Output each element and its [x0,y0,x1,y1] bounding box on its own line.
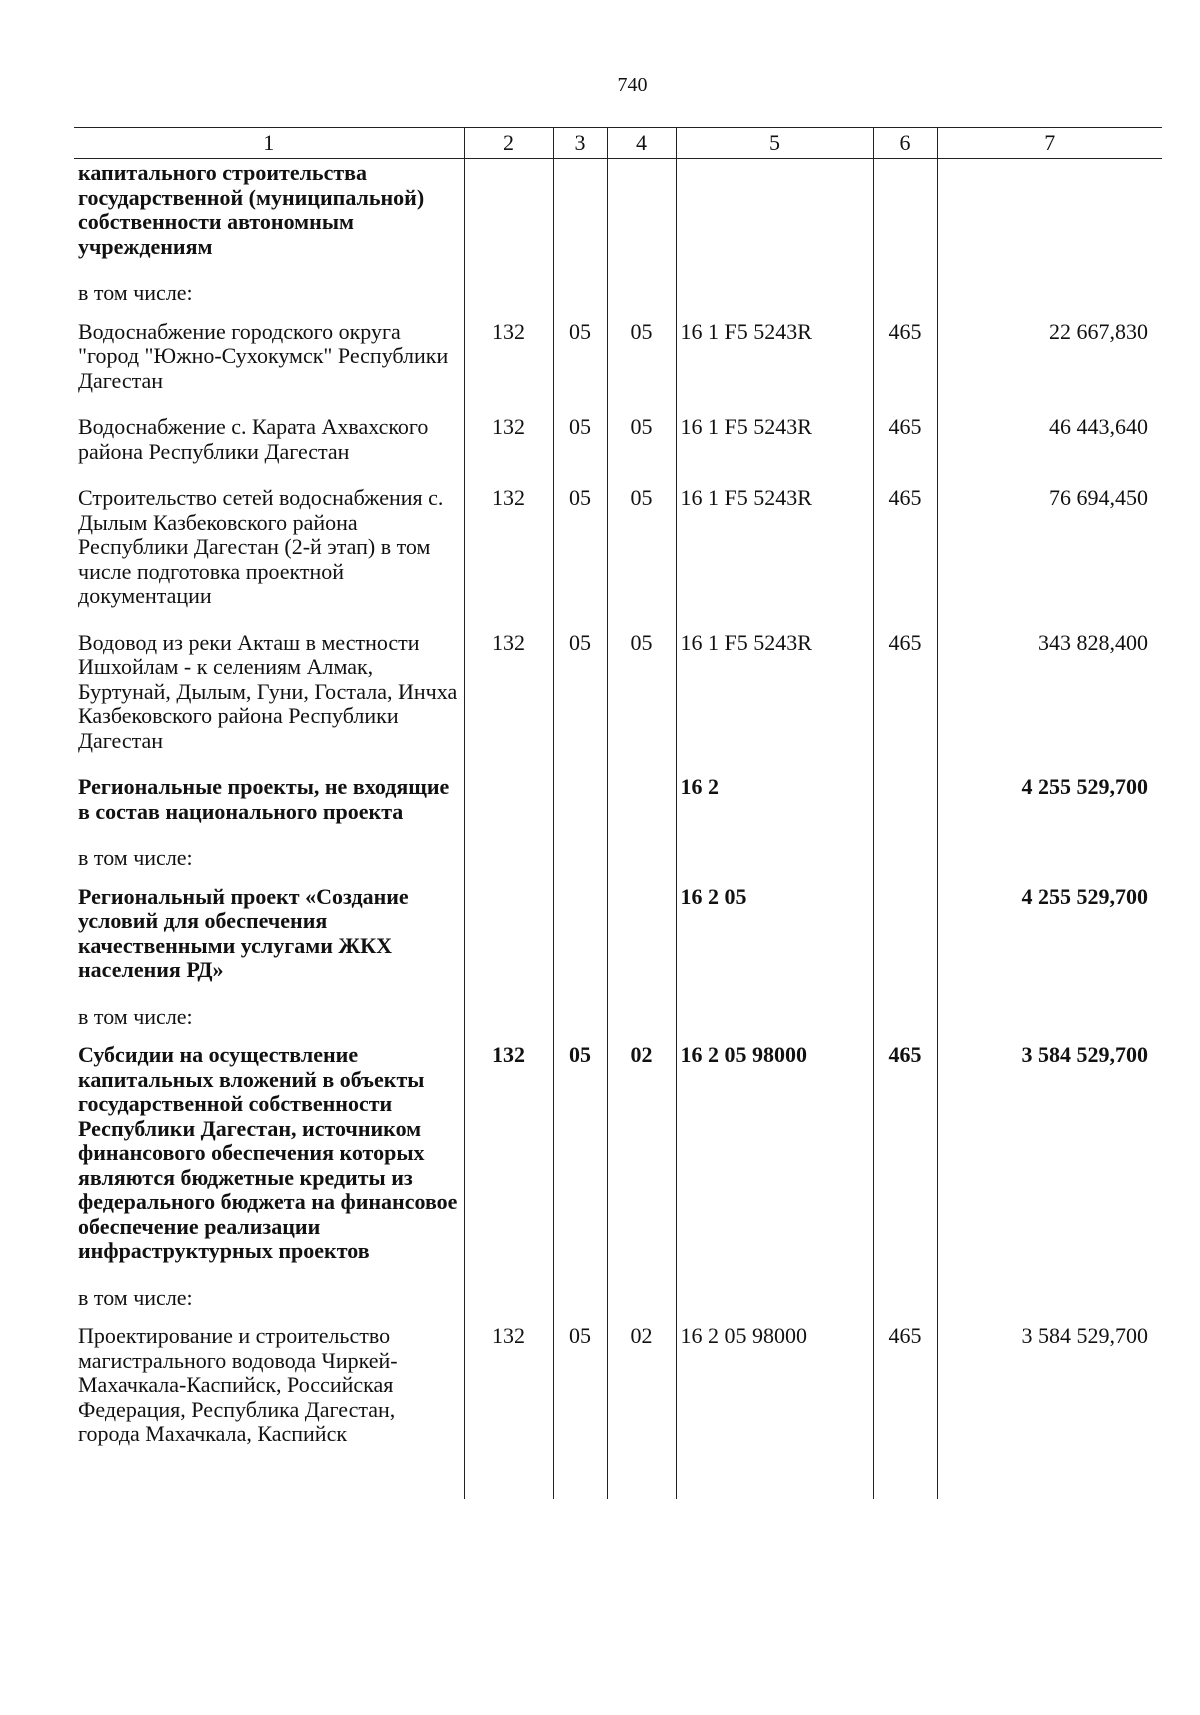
code-col-4-cell: 02 [607,1324,676,1499]
code-col-2-cell: 132 [464,320,553,416]
code-col-3-cell: 05 [553,486,607,631]
column-header-6: 6 [873,128,937,159]
amount-cell: 4 255 529,700 [937,885,1162,1005]
code-col-2-cell [464,846,553,885]
code-col-4-cell [607,1005,676,1044]
column-header-3: 3 [553,128,607,159]
budget-table-container [74,127,1162,1499]
code-col-2-cell [464,159,553,282]
code-col-2-cell [464,1286,553,1325]
code-col-5-cell: 16 2 05 [676,885,873,1005]
table-row [74,631,1162,776]
item-name-cell: Проектирование и строительство магистрального водовода Чиркей-Махачкала-Каспийск, Российская Федерация, Республика Дагестан, города Махачкала, Каспийск [78,1323,398,1446]
header-row [74,128,1162,159]
table-row [74,1286,1162,1325]
item-name-cell: Водоснабжение городского округа "город "Южно-Сухокумск" Республики Дагестан [78,318,449,393]
code-col-6-cell [873,775,937,846]
code-col-2-cell [464,281,553,320]
code-col-4-cell: 02 [607,1043,676,1286]
code-col-5-cell: 16 1 F5 5243R [676,415,873,486]
table-row [74,320,1162,416]
code-col-5-cell: 16 1 F5 5243R [676,631,873,776]
amount-cell [937,1286,1162,1325]
code-col-3-cell: 05 [553,1324,607,1499]
table-row [74,1043,1162,1286]
code-col-4-cell [607,885,676,1005]
item-name-cell: в том числе: [78,845,193,870]
table-row [74,885,1162,1005]
table-row [74,775,1162,846]
amount-cell: 46 443,640 [937,415,1162,486]
code-col-3-cell [553,846,607,885]
code-col-5-cell [676,159,873,282]
code-col-4-cell [607,775,676,846]
code-col-2-cell [464,775,553,846]
code-col-4-cell: 05 [607,631,676,776]
code-col-6-cell [873,159,937,282]
code-col-6-cell [873,885,937,1005]
column-header-1: 1 [74,128,464,159]
item-name-cell: Строительство сетей водоснабжения с. Дылым Казбековского района Республики Дагестан (2-й этап) в том числе подготовка проектной документации [78,485,444,608]
code-col-2-cell: 132 [464,631,553,776]
code-col-5-cell: 16 2 05 98000 [676,1324,873,1499]
item-name-cell: Субсидии на осуществление капитальных вложений в объекты государственной собственности Республики Дагестан, источником финансового обеспечения которых являются бюджетные кредиты из федерального бюджета на финансовое обеспечение реализации инфраструктурных проектов [78,1042,458,1263]
item-name-cell: Водовод из реки Акташ в местности Ишхойлам - к селениям Алмак, Буртунай, Дылым, Гуни, Гостала, Инчха Казбековского района Республики Дагестан [78,629,458,753]
code-col-4-cell: 05 [607,415,676,486]
code-col-6-cell: 465 [873,415,937,486]
table-row [74,159,1162,282]
item-name-cell: Водоснабжение с. Карата Ахвахского района Республики Дагестан [78,414,429,464]
code-col-2-cell: 132 [464,486,553,631]
table-row [74,486,1162,631]
table-body [74,159,1162,1499]
amount-cell: 22 667,830 [937,320,1162,416]
code-col-4-cell [607,846,676,885]
code-col-6-cell: 465 [873,320,937,416]
code-col-3-cell: 05 [553,415,607,486]
code-col-4-cell: 05 [607,320,676,416]
code-col-2-cell: 132 [464,1324,553,1499]
item-name-cell: в том числе: [78,280,193,305]
item-name-cell: Региональные проекты, не входящие в состав национального проекта [78,774,450,824]
code-col-3-cell: 05 [553,1043,607,1286]
amount-cell: 3 584 529,700 [937,1324,1162,1499]
code-col-2-cell [464,1005,553,1044]
column-header-5: 5 [676,128,873,159]
code-col-4-cell [607,1286,676,1325]
code-col-3-cell: 05 [553,631,607,776]
amount-cell: 3 584 529,700 [937,1043,1162,1286]
code-col-2-cell: 132 [464,415,553,486]
table-row [74,1005,1162,1044]
item-name-cell: в том числе: [78,1284,193,1310]
code-col-3-cell [553,885,607,1005]
code-col-6-cell: 465 [873,631,937,776]
code-col-3-cell [553,281,607,320]
amount-cell [937,159,1162,282]
table-row [74,846,1162,885]
code-col-3-cell [553,775,607,846]
amount-cell: 76 694,450 [937,486,1162,631]
code-col-2-cell: 132 [464,1043,553,1286]
code-col-5-cell [676,1286,873,1325]
code-col-4-cell [607,159,676,282]
code-col-6-cell [873,1286,937,1325]
code-col-4-cell [607,281,676,320]
code-col-5-cell [676,1005,873,1044]
table-row [74,1324,1162,1499]
code-col-5-cell: 16 1 F5 5243R [676,320,873,416]
code-col-6-cell: 465 [873,1043,937,1286]
code-col-2-cell [464,885,553,1005]
column-header-7: 7 [937,128,1162,159]
code-col-6-cell [873,1005,937,1044]
table-row [74,281,1162,320]
item-name-cell: в том числе: [78,1003,193,1029]
code-col-5-cell [676,846,873,885]
amount-cell: 343 828,400 [937,631,1162,776]
code-col-5-cell: 16 2 05 98000 [676,1043,873,1286]
code-col-5-cell: 16 2 [676,775,873,846]
code-col-5-cell [676,281,873,320]
amount-cell: 4 255 529,700 [937,775,1162,846]
code-col-3-cell: 05 [553,320,607,416]
code-col-6-cell: 465 [873,1324,937,1499]
item-name-cell: капитального строительства государственной (муниципальной) собственности автономным учреждениям [78,160,425,259]
amount-cell [937,281,1162,320]
code-col-3-cell [553,1005,607,1044]
code-col-6-cell [873,846,937,885]
item-name-cell: Региональный проект «Создание условий для обеспечения качественными услугами ЖКХ населения РД» [78,883,409,982]
amount-cell [937,1005,1162,1044]
code-col-3-cell [553,1286,607,1325]
budget-table [74,127,1162,1499]
code-col-4-cell: 05 [607,486,676,631]
code-col-3-cell [553,159,607,282]
code-col-6-cell [873,281,937,320]
table-row [74,415,1162,486]
column-header-4: 4 [607,128,676,159]
code-col-6-cell: 465 [873,486,937,631]
amount-cell [937,846,1162,885]
code-col-5-cell: 16 1 F5 5243R [676,486,873,631]
column-header-2: 2 [464,128,553,159]
page-number: 740 [617,74,648,96]
